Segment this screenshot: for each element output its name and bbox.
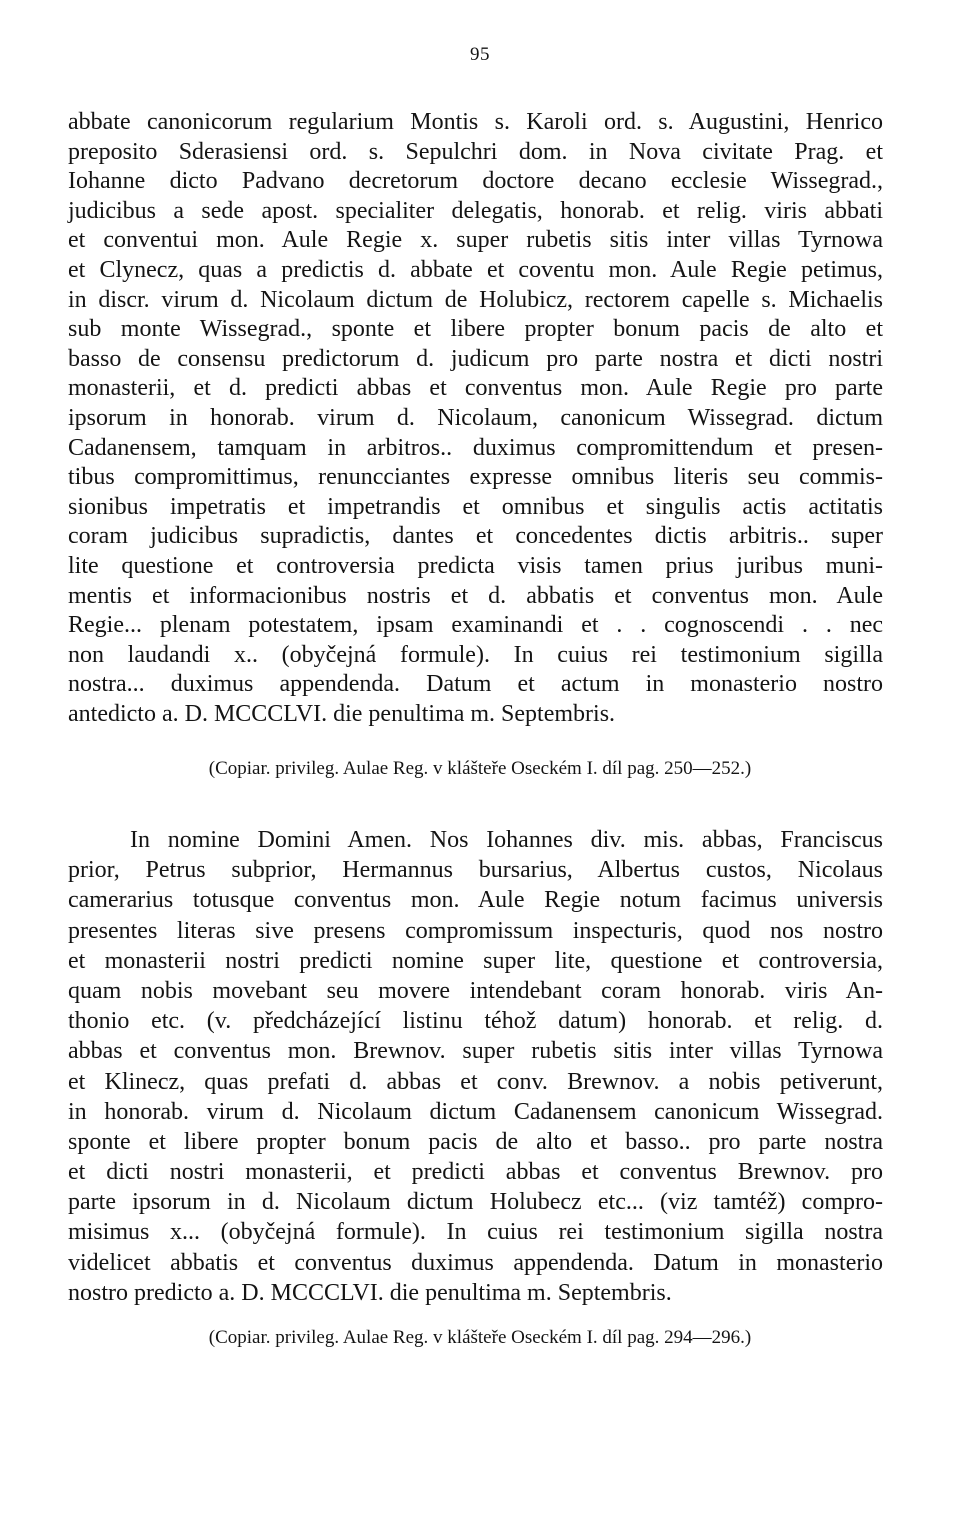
text-line: antedicto a. D. MCCCLVI. die penultima m. Septembris. — [68, 700, 616, 727]
text-line: sionibus impetratis et impetrandis et omnibus et singulis actis actitatis — [68, 493, 883, 520]
text-line: sub monte Wissegrad., sponte et libere propter bonum pacis de alto et — [68, 316, 883, 343]
text-line: Iohanne dicto Padvano decretorum doctore decano ecclesie Wissegrad., — [68, 168, 883, 195]
text-line: et Clynecz, quas a predictis d. abbate et coventu mon. Aule Regie petimus, — [68, 256, 883, 283]
text-line: videlicet abbatis et conventus duximus appendenda. Datum in monasterio — [68, 1249, 883, 1276]
text-line: et monasterii nostri predicti nomine super lite, questione et controversia, — [68, 947, 883, 974]
text-line: et Klinecz, quas prefati d. abbas et conv. Brewnov. a nobis petiverunt, — [68, 1068, 883, 1095]
text-line: sponte et libere propter bonum pacis de alto et basso.. pro parte nostra — [68, 1128, 883, 1155]
text-line: in discr. virum d. Nicolaum dictum de Holubicz, rectorem capelle s. Michaelis — [68, 286, 883, 313]
text-line: prior, Petrus subprior, Hermannus bursarius, Albertus custos, Nicolaus — [68, 857, 883, 884]
text-line: lite questione et controversia predicta visis tamen prius juribus muni- — [68, 552, 883, 579]
text-line: monasterii, et d. predicti abbas et conventus mon. Aule Regie pro parte — [68, 375, 883, 402]
text-line: coram judicibus supradictis, dantes et concedentes dictis arbitris.. super — [68, 523, 883, 550]
charter-text-paragraph-1 — [68, 108, 883, 729]
text-line: basso de consensu predictorum d. judicum pro parte nostra et dicti nostri — [68, 345, 883, 372]
text-line: et conventui mon. Aule Regie x. super rubetis sitis inter villas Tyrnowa — [68, 227, 883, 254]
text-line: in honorab. virum d. Nicolaum dictum Cadanensem canonicum Wissegrad. — [68, 1098, 883, 1125]
text-line: misimus x... (obyčejná formule). In cuius rei testimonium sigilla nostra — [68, 1219, 883, 1246]
text-line: et dicti nostri monasterii, et predicti abbas et conventus Brewnov. pro — [68, 1159, 883, 1186]
text-line: tibus compromittimus, renuncciantes expresse omnibus literis seu commis- — [68, 464, 883, 491]
text-line: abbas et conventus mon. Brewnov. super rubetis sitis inter villas Tyrnowa — [68, 1038, 883, 1065]
text-line: quam nobis movebant seu movere intendebant coram honorab. viris An- — [68, 977, 883, 1004]
text-line: Cadanensem, tamquam in arbitros.. duximus compromittendum et presen- — [68, 434, 883, 461]
text-line: non laudandi x.. (obyčejná formule). In cuius rei testimonium sigilla — [68, 641, 883, 668]
text-line: mentis et informacionibus nostris et d. abbatis et conventus mon. Aule — [68, 582, 883, 609]
text-line: camerarius totusque conventus mon. Aule Regie notum facimus universis — [68, 887, 883, 914]
source-citation-2: (Copiar. privileg. Aulae Reg. v klášteře Oseckém I. díl pag. 294—296.) — [208, 1327, 752, 1348]
text-line: nostra... duximus appendenda. Datum et actum in monasterio nostro — [68, 671, 883, 698]
text-line: judicibus a sede apost. specialiter delegatis, honorab. et relig. viris abbati — [68, 197, 883, 224]
text-line: preposito Sderasiensi ord. s. Sepulchri dom. in Nova civitate Prag. et — [68, 138, 883, 165]
page-number: 95 — [470, 44, 490, 65]
text-line: parte ipsorum in d. Nicolaum dictum Holubecz etc... (viz tamtéž) compro- — [68, 1189, 883, 1216]
charter-text-paragraph-2 — [68, 825, 883, 1308]
text-line: abbate canonicorum regularium Montis s. Karoli ord. s. Augustini, Henrico — [68, 109, 883, 135]
text-line: thonio etc. (v. předcházející listinu téhož datum) honorab. et relig. d. — [68, 1008, 883, 1035]
text-line: Regie... plenam potestatem, ipsam examinandi et . . cognoscendi . . nec — [68, 612, 883, 639]
source-citation-1: (Copiar. privileg. Aulae Reg. v klášteře Oseckém I. díl pag. 250—252.) — [208, 758, 752, 779]
text-line: presentes literas sive presens compromissum inspecturis, quod nos nostro — [68, 917, 883, 944]
text-line: ipsorum in honorab. virum d. Nicolaum, canonicum Wissegrad. dictum — [68, 404, 883, 431]
text-line: In nomine Domini Amen. Nos Iohannes div. mis. abbas, Franciscus — [130, 827, 883, 853]
text-line: nostro predicto a. D. MCCCLVI. die penultima m. Septembris. — [68, 1279, 672, 1306]
